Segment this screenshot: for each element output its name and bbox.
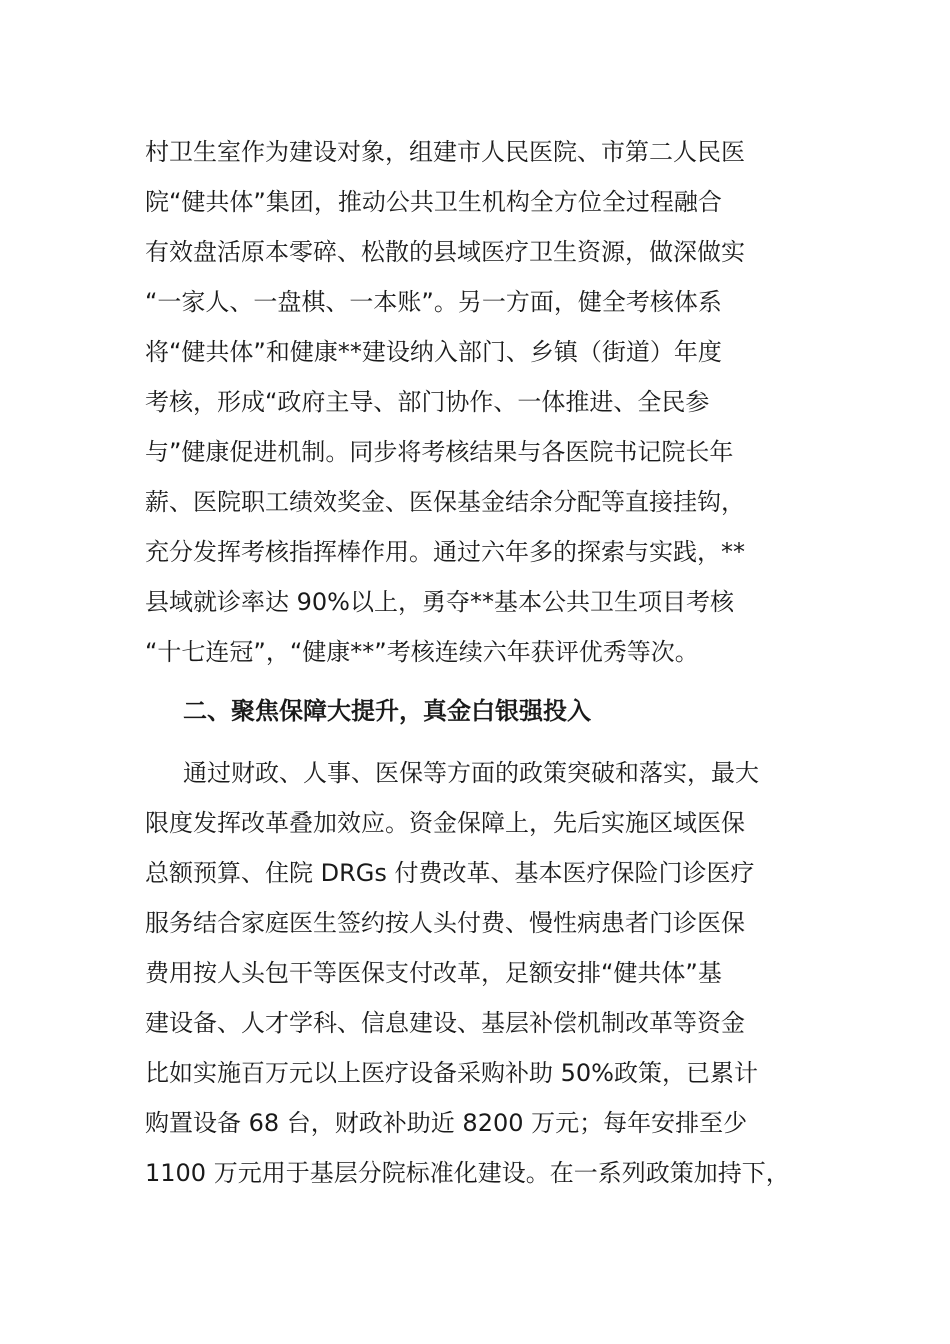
paragraph-line: 薪、医院职工绩效奖金、医保基金结余分配等直接挂钩，	[145, 488, 745, 516]
paragraph-line: 建设备、人才学科、信息建设、基层补偿机制改革等资金	[145, 1009, 745, 1037]
paragraph-line: 将“健共体”和健康**建设纳入部门、乡镇（街道）年度	[145, 338, 722, 366]
paragraph-1	[145, 127, 815, 677]
paragraph-line: “一家人、一盘棋、一本账”。另一方面，健全考核体系	[145, 288, 722, 316]
paragraph-line: 院“健共体”集团，推动公共卫生机构全方位全过程融合	[145, 188, 722, 216]
paragraph-line: 服务结合家庭医生签约按人头付费、慢性病患者门诊医保	[145, 909, 745, 937]
paragraph-2	[145, 748, 815, 1198]
paragraph-line: 通过财政、人事、医保等方面的政策突破和落实，最大	[183, 759, 759, 787]
paragraph-line: “十七连冠”，“健康**”考核连续六年获评优秀等次。	[145, 638, 699, 666]
paragraph-line: 购置设备 68 台，财政补助近 8200 万元；每年安排至少	[145, 1109, 748, 1137]
section-heading: 二、聚焦保障大提升，真金白银强投入	[183, 697, 591, 725]
paragraph-line: 总额预算、住院 DRGs 付费改革、基本医疗保险门诊医疗	[145, 859, 755, 887]
paragraph-line: 费用按人头包干等医保支付改革，足额安排“健共体”基	[145, 959, 722, 987]
paragraph-line: 考核，形成“政府主导、部门协作、一体推进、全民参	[145, 388, 710, 416]
paragraph-line: 与”健康促进机制。同步将考核结果与各医院书记院长年	[145, 438, 734, 466]
paragraph-line: 村卫生室作为建设对象，组建市人民医院、市第二人民医	[145, 138, 745, 166]
paragraph-line: 限度发挥改革叠加效应。资金保障上，先后实施区域医保	[145, 809, 745, 837]
paragraph-line: 充分发挥考核指挥棒作用。通过六年多的探索与实践，**	[145, 538, 745, 566]
paragraph-line: 有效盘活原本零碎、松散的县域医疗卫生资源，做深做实	[145, 238, 745, 266]
paragraph-line: 县域就诊率达 90%以上，勇夺**基本公共卫生项目考核	[145, 588, 734, 616]
paragraph-line: 比如实施百万元以上医疗设备采购补助 50%政策，已累计	[145, 1059, 758, 1087]
paragraph-line: 1100 万元用于基层分院标准化建设。在一系列政策加持下，	[145, 1159, 790, 1187]
